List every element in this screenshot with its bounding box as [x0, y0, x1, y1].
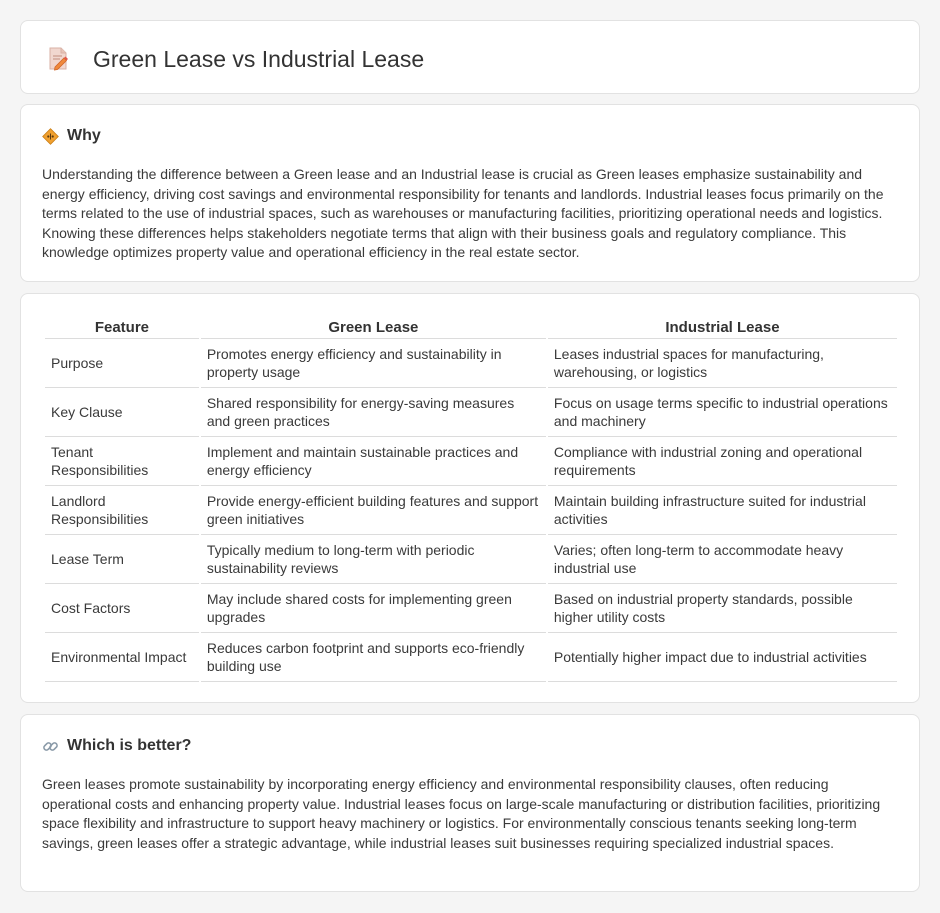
- better-heading: Which is better?: [67, 737, 192, 754]
- header-industrial-lease: Industrial Lease: [548, 317, 897, 339]
- industrial-lease-cell: Compliance with industrial zoning and operational requirements: [548, 437, 897, 486]
- feature-cell: Purpose: [45, 339, 199, 388]
- why-body: Understanding the difference between a Green lease and an Industrial lease is crucial as Green leases emphasize sustainability and energy efficiency, driving cost savings and environmental responsibility for tenants and landlords. Industrial leases focus primarily on the terms related to the use of industrial spaces, such as warehouses or manufacturing facilities, prioritizing operational needs and logistics. Knowing these differences helps stakeholders negotiate terms that align with their business goals and regulatory compliance. This knowledge optimizes property value and operational efficiency in the real estate sector.: [42, 166, 884, 260]
- which-is-better-section: [20, 714, 920, 892]
- link-icon: [42, 738, 59, 755]
- comparison-table: [43, 317, 899, 682]
- industrial-lease-cell: Leases industrial spaces for manufacturing, warehousing, or logistics: [548, 339, 897, 388]
- green-lease-cell: Provide energy-efficient building features and support green initiatives: [201, 486, 546, 535]
- green-lease-cell: Shared responsibility for energy-saving measures and green practices: [201, 388, 546, 437]
- why-heading: Why: [67, 127, 101, 144]
- industrial-lease-cell: Potentially higher impact due to industrial activities: [548, 633, 897, 682]
- industrial-lease-cell: Maintain building infrastructure suited for industrial activities: [548, 486, 897, 535]
- why-heading-row: [42, 127, 101, 145]
- better-body: Green leases promote sustainability by incorporating energy efficiency and environmental responsibility clauses, often reducing operational costs and enhancing property value. Industrial leases focus on large-scale manufacturing or distribution facilities, prioritizing space flexibility and infrastructure to support heavy machinery or logistics. For environmentally conscious tenants seeking long-term savings, green leases offer a strategic advantage, while industrial leases suit businesses requiring specialized industrial spaces.: [42, 776, 881, 851]
- table-row: [45, 633, 897, 682]
- table-row: [45, 535, 897, 584]
- feature-cell: Tenant Responsibilities: [45, 437, 199, 486]
- header-feature: Feature: [45, 317, 199, 339]
- feature-cell: Lease Term: [45, 535, 199, 584]
- better-heading-row: [42, 737, 191, 755]
- green-lease-cell: Typically medium to long-term with periodic sustainability reviews: [201, 535, 546, 584]
- green-lease-cell: Promotes energy efficiency and sustainability in property usage: [201, 339, 546, 388]
- title-card: [20, 20, 920, 94]
- feature-cell: Cost Factors: [45, 584, 199, 633]
- industrial-lease-cell: Focus on usage terms specific to industrial operations and machinery: [548, 388, 897, 437]
- table-row: [45, 437, 897, 486]
- table-row: [45, 388, 897, 437]
- table-row: [45, 486, 897, 535]
- document-pencil-icon: [47, 47, 69, 71]
- green-lease-cell: May include shared costs for implementing green upgrades: [201, 584, 546, 633]
- why-section: [20, 104, 920, 282]
- table-row: [45, 339, 897, 388]
- industrial-lease-cell: Based on industrial property standards, possible higher utility costs: [548, 584, 897, 633]
- title-row: [47, 45, 424, 73]
- diamond-sign-icon: [42, 128, 59, 145]
- header-green-lease: Green Lease: [201, 317, 546, 339]
- table-header-row: [45, 317, 897, 339]
- feature-cell: Key Clause: [45, 388, 199, 437]
- green-lease-cell: Implement and maintain sustainable practices and energy efficiency: [201, 437, 546, 486]
- comparison-section: [20, 293, 920, 703]
- industrial-lease-cell: Varies; often long-term to accommodate heavy industrial use: [548, 535, 897, 584]
- table-row: [45, 584, 897, 633]
- feature-cell: Environmental Impact: [45, 633, 199, 682]
- feature-cell: Landlord Responsibilities: [45, 486, 199, 535]
- page-title: Green Lease vs Industrial Lease: [93, 46, 425, 72]
- green-lease-cell: Reduces carbon footprint and supports eco-friendly building use: [201, 633, 546, 682]
